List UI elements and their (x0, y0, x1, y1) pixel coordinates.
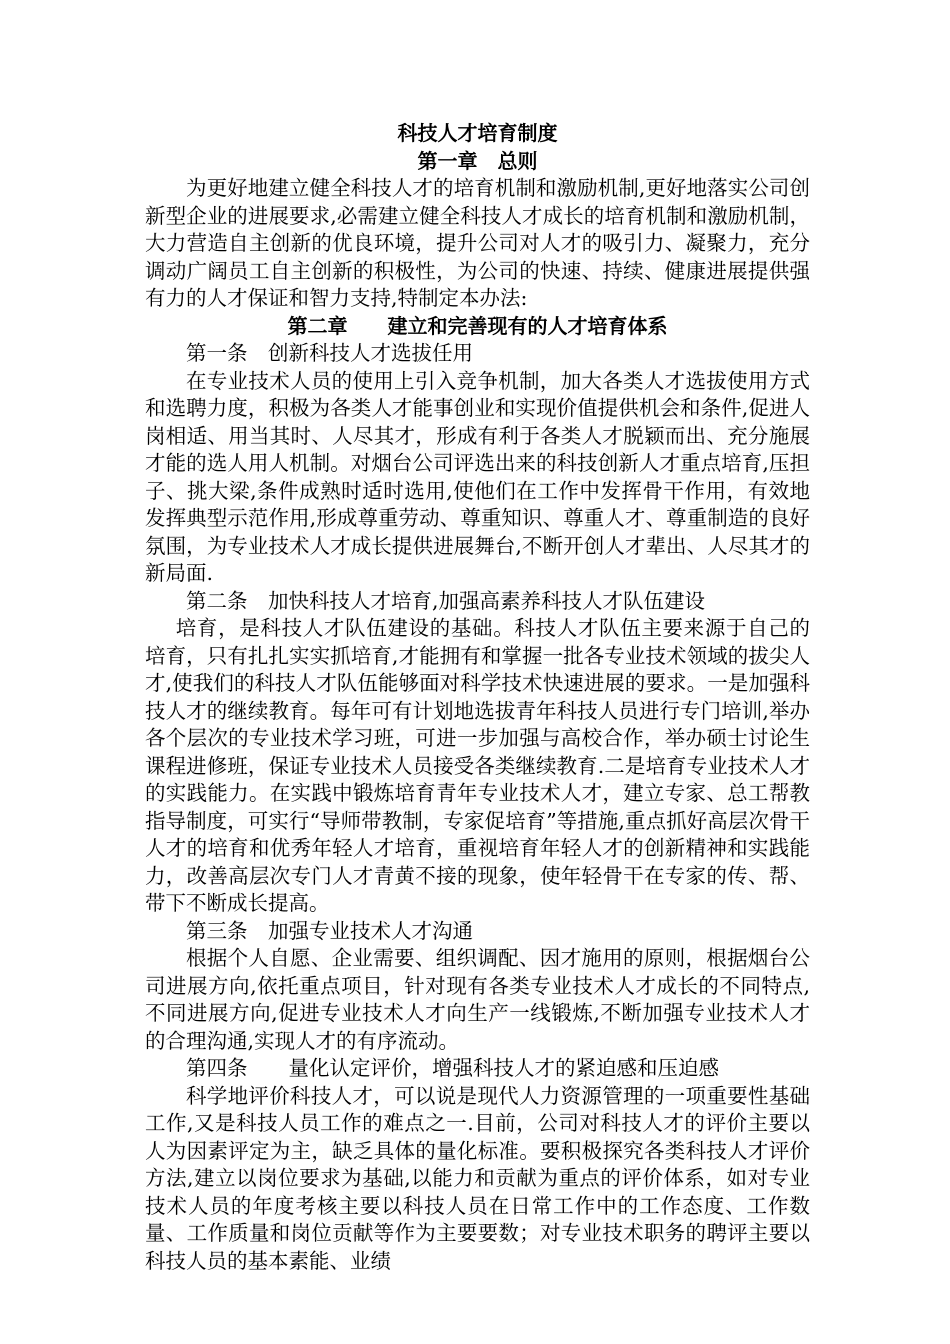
article-4-body: 科学地评价科技人才，可以说是现代人力资源管理的一项重要性基础工作,又是科技人员工作的难点之一.目前，公司对科技人才的评价主要以人为因素评定为主，缺乏具体的量化标准。要积极探究各类科技人才评价方法,建立以岗位要求为基础,以能力和贡献为重点的评价体系，如对专业技术人员的年度考核主要以科技人员在日常工作中的工作态度、工作数量、工作质量和岗位贡献等作为主要要数；对专业技术职务的聘评主要以科技人员的基本素能、业绩 (145, 1083, 810, 1273)
document-body (145, 120, 810, 1275)
article-3-body: 根据个人自愿、企业需要、组织调配、因才施用的原则，根据烟台公司进展方向,依托重点项目，针对现有各类专业技术人才成长的不同特点,不同进展方向,促进专业技术人才向生产一线锻炼,不断加强专业技术人才的合理沟通,实现人才的有序流动。 (145, 946, 810, 1053)
article-1-heading: 第一条 创新科技人才选拔任用 (186, 341, 473, 365)
intro-paragraph: 为更好地建立健全科技人才的培育机制和激励机制,更好地落实公司创新型企业的进展要求,必需建立健全科技人才成长的培育机制和激励机制，大力营造自主创新的优良环境，提升公司对人才的吸引力、凝聚力，充分调动广阔员工自主创新的积极性，为公司的快速、持续、健康进展提供强有力的人才保证和智力支持,特制定本办法: (145, 176, 810, 310)
article-2-heading: 第二条 加快科技人才培育,加强高素养科技人才队伍建设 (186, 588, 706, 613)
article-4-heading: 第四条 量化认定评价，增强科技人才的紧迫感和压迫感 (186, 1056, 719, 1080)
article-1-body: 在专业技术人员的使用上引入竞争机制，加大各类人才选拔使用方式和选聘力度，积极为各类人才能事创业和实现价值提供机会和条件,促进人岗相适、用当其时、人尽其才，形成有利于各类人才脱颖而出、充分施展才能的选人用人机制。对烟台公司评选出来的科技创新人才重点培育,压担子、挑大梁,条件成熟时适时选用,使他们在工作中发挥骨干作用，有效地发挥典型示范作用,形成尊重劳动、尊重知识、尊重人才、尊重制造的良好氛围，为专业技术人才成长提供进展舞台,不断开创人才辈出、人尽其才的新局面. (145, 368, 810, 585)
document-title: 科技人才培育制度 (397, 121, 558, 145)
chapter-1-heading: 第一章 总则 (417, 148, 538, 173)
article-2-body: 培育，是科技人才队伍建设的基础。科技人才队伍主要来源于自己的培育，只有扎扎实实抓培育,才能拥有和掌握一批各专业技术领域的拔尖人才,使我们的科技人才队伍能够面对科学技术快速进展的要求。一是加强科技人才的继续教育。每年可有计划地选拔青年科技人员进行专门培训,举办各个层次的专业技术学习班，可进一步加强与高校合作，举办硕士讨论生课程进修班，保证专业技术人员接受各类继续教育.二是培育专业技术人才的实践能力。在实践中锻炼培育青年专业技术人才，建立专家、总工帮教指导制度，可实行“导师带教制，专家促培育”等措施,重点抓好高层次骨干人才的培育和优秀年轻人才培育，重视培育年轻人才的创新精神和实践能力，改善高层次专门人才青黄不接的现象，使年轻骨干在专家的传、帮、带下不断成长提高。 (145, 616, 810, 915)
article-3-heading: 第三条 加强专业技术人才沟通 (186, 918, 473, 943)
chapter-2-heading: 第二章 建立和完善现有的人才培育体系 (287, 313, 668, 338)
